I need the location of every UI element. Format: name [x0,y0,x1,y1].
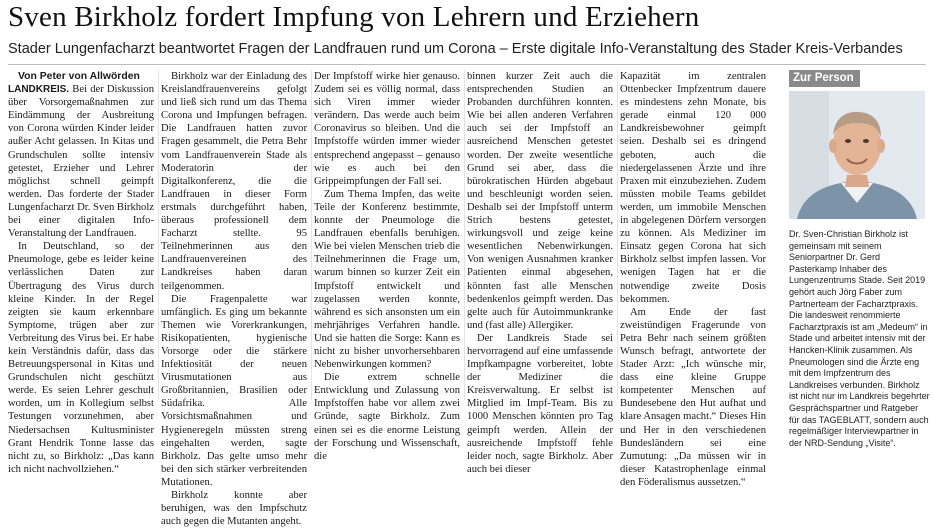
portrait-photo [789,91,925,219]
paragraph: Birkholz war der Einladung des Kreislandfrauenvereins gefolgt und ließ sich rund um das Thema Corona und Impfungen befragen. Die Landfrauen hatten zuvor Fragen gesammelt, die Petra Behr vom Landfrauenverein Stade als Moderatorin der Digitalkonferenz, die die Landfrauen in dieser Form erstmals durchgeführt haben, überaus professionell dem Facharzt stellte. 95 Teilnehmerinnen aus den Landfrauenvereinen des Landkreises haben daran teilgenommen. [161,71,307,292]
article-column-5 [620,70,766,488]
paragraph: binnen kurzer Zeit auch die entsprechenden Studien an Probanden durchführen konnten. Wie bei allen anderen Verfahren auch sei der Impfstoff an ausreichend Menschen getestet worden. Der zweite wesentliche Grund sei aber, dass die bürokratischen Hürden abgebaut und beschleunigt worden seien. Deshalb sei der Impfstoff unterm Strich bestens getestet, wirkungsvoll und zeige keine wesentlichen Nebenwirkungen. Von wenigen Ausnahmen kranker Patienten einmal abgesehen, könnten fast alle Menschen bedenkenlos geimpft werden. Das gelte auch für Autoimmunkranke und (fast alle) Allergiker. [467,71,613,331]
sidebar-zur-person [773,70,933,448]
portrait-caption: Dr. Sven-Christian Birkholz ist gemeinsam mit seinem Seniorpartner Dr. Gerd Pasterkamp Inhaber des Lungenzentrums Stade. Seit 2019 gehört auch Jörg Faber zum Partnerteam der Facharztpraxis. Die landesweit renommierte Facharztpraxis ist am „Medeum“ in Stade und arbeitet intensiv mit der Hancken-Klinik zusammen. Als Pneumologen sind die Ärzte eng mit dem Impfzentrum des Landkreises verbunden. Birkholz ist nicht nur im Landkreis begehrter Gesprächspartner und Ratgeber für das TAGEBLATT, sondern auch regelmäßiger Interviewpartner in der NRD-Sendung „Visite“. [789,229,930,448]
paragraph: Birkholz konnte aber beruhigen, was den Impfschutz auch gegen die Mutanten angeht. [161,490,307,528]
paragraph: Die extrem schnelle Entwicklung und Zulassung von Impfstoffen habe vor allem zwei Gründe, sagte Birkholz. Zum einen sei es die enorme Leistung der Forschung und Wissenschaft, die [314,372,460,462]
paragraph: Die Fragenpalette war umfänglich. Es ging um bekannte Themen wie Vorerkrankungen, Risikopatienten, hygienische Vorsorge oder die stärkere Infektiosität der neuen Virusmutationen aus Großbritannien, Brasilien oder Südafrika. Alle Vorsichtsmaßnahmen und Hygieneregeln müssten streng eingehalten werden, sagte Birkholz. Das gelte umso mehr bei den sich stärker verbreitenden Mutationen. [161,293,307,488]
portrait-illustration [789,91,925,219]
paragraph: Der Landkreis Stade sei hervorragend auf eine umfassende Impfkampagne vorbereitet, lobte der Mediziner die Kreisverwaltung. Er selbst ist Mitglied im Impf-Team. Bis zu 1000 Menschen könnten pro Tag geimpft werden. Allein der ausreichende Impfstoff fehle leider noch, sagte Birkholz. Aber auch bei dieser [467,332,613,475]
headline-rule [8,64,926,65]
article-column-2 [161,70,307,528]
article-body [8,70,930,528]
byline: Von Peter von Allwörden [18,71,140,82]
paragraph: In Deutschland, so der Pneumologe, gebe es leider keine verlässlichen Daten zur Übertragung des Virus durch kleine Kinder. In der Regel zeigten sie kaum erkennbare Symptome, trügen aber zur Verbreitung des Virus bei. Er habe kein Verständnis dafür, dass das Betreuungspersonal in Kitas und Grundschulen nicht geschützt werde. Es seien Lehrer geschult worden, um in Kollegium selbst Testungen vorzunehmen, aber Niedersachsen Kultusminister Grant Hendrik Tonne lasse das nicht zu, so Birkholz: „Das kann ich nicht nachvollziehen.“ [8,241,154,475]
article-column-1 [8,70,154,475]
article-column-4 [467,70,613,475]
lead-paragraph [8,83,154,240]
paragraph: Am Ende der fast zweistündigen Fragerunde von Petra Behr nach seinem größten Wunsch befragt, antwortete der Stader Arzt: „Ich wünsche mir, dass eine kleine Gruppe kompetenter Menschen auf Bundesebene den Hut aufhat und klare Ansagen macht.“ Dieses Hin und Her in den verschiedenen Bundesländern sei eine Zumutung: „Da müssen wir in dieser Katastrophenlage einmal den Föderalismus aussetzen.“ [620,306,766,488]
sidebar-label: Zur Person [789,70,860,87]
paragraph: Der Impfstoff wirke hier genauso. Zudem sei es völlig normal, dass sich Viren immer wieder verändern. Das werde auch beim Coronavirus so bleiben. Und die Impfstoffe würden immer wieder entsprechend angepasst – genauso wie es auch bei den Grippeimpfungen der Fall sei. [314,71,460,187]
paragraph: Zum Thema Impfen, das weite Teile der Konferenz bestimmte, konnte der Pneumologe die Landfrauen ebenfalls beruhigen. Wie bei vielen Menschen trieb die Teilnehmerinnen die Frage um, warum binnen so kurzer Zeit ein Impfstoff entwickelt und zugelassen werden konnte, während es sich ansonsten um ein mehrjähriges Verfahren handle. Und sie hatten die Sorge: Kann es nicht zu bisher unvorhersehbaren Nebenwirkungen kommen? [314,188,460,371]
article-column-3 [314,70,460,462]
dateline: LANDKREIS. [8,84,70,96]
article-subheadline: Stader Lungenfacharzt beantwortet Fragen der Landfrauen rund um Corona – Erste digitale Info-Veranstaltung des Stader Kreis-Verbandes [8,41,903,57]
article-headline: Sven Birkholz fordert Impfung von Lehrern und Erziehern [8,1,700,33]
paragraph: Kapazität im zentralen Ottenbecker Impfzentrum dauere es mindestens zehn Monate, bis gerade einmal 120 000 Landkreisbewohner geimpft seien. Deshalb sei es dringend geboten, auch die niedergelassenen Ärzte und ihre Praxen mit einzubeziehen. Zudem müssten mobile Teams gebildet werden, um immobile Menschen in abgelegenen Dörfern versorgen zu können. Als Mediziner im Einsatz gegen Corona hat sich Birkholz selbst impfen lassen. Vor wenigen Tagen hat er die notwendige zweite Dosis bekommen. [620,71,766,305]
lead-text: Bei der Diskussion über Vorsorgemaßnahmen zur Eindämmung der Ausbreitung von Corona würden Kinder leider außer Acht gelassen. In Kitas und Grundschulen sollte intensiv getestet, Erzieher und Lehrer möglichst schnell geimpft werden. Das forderte der Stader Lungenfacharzt Dr. Sven Birkholz bei einer digitalen Info-Veranstaltung der Landfrauen. [8,84,154,240]
